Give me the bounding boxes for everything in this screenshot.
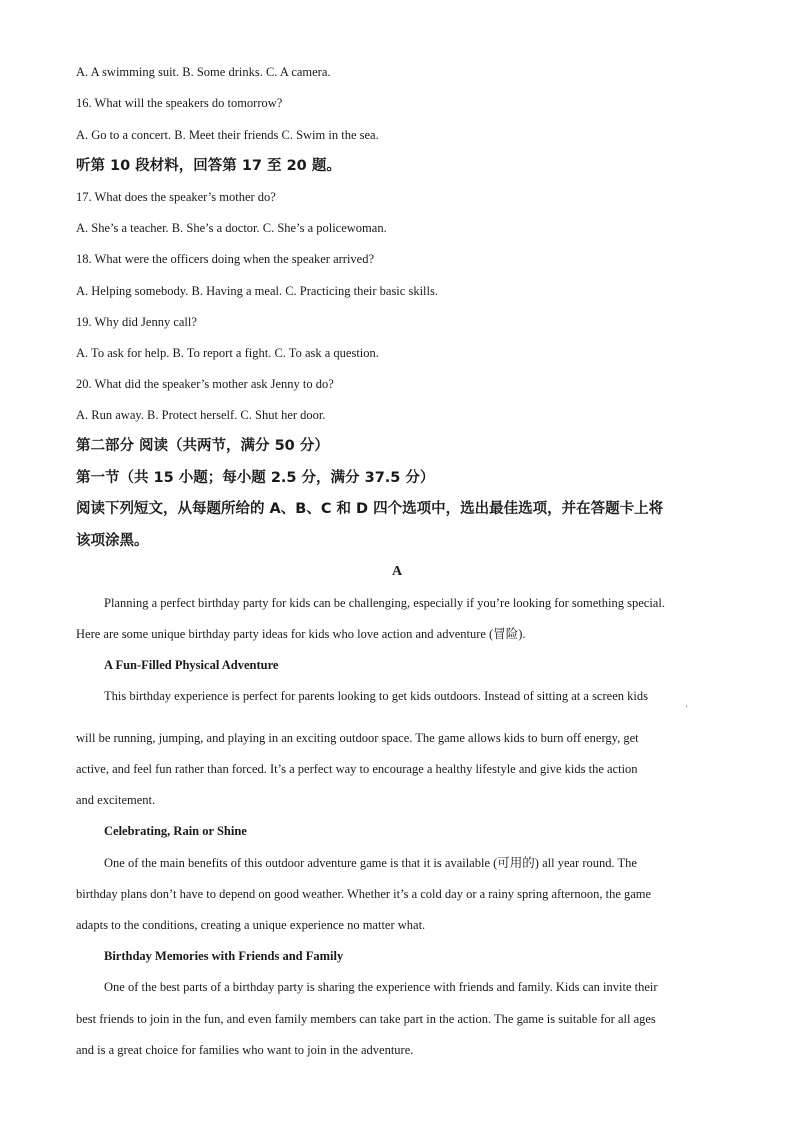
reading-instruction-line1: 阅读下列短文，从每题所给的 A、B、C 和 D 四个选项中，选出最佳选项，并在答题卡上将 — [76, 501, 664, 517]
p2-line-3: adapts to the conditions, creating a unique experience no matter what. — [76, 918, 426, 932]
p1-line-3: active, and feel fun rather than forced. It’s a perfect way to encourage a healthy lifestyle and give kids the action — [76, 762, 638, 776]
q20-options: A. Run away. B. Protect herself. C. Shut her door. — [76, 408, 326, 422]
q17-question: 17. What does the speaker’s mother do? — [76, 190, 276, 204]
stray-mark: ' — [686, 704, 688, 713]
p2-line-1: One of the main benefits of this outdoor adventure game is that it is available (可用的) all year round. The — [104, 856, 637, 870]
q18-options: A. Helping somebody. B. Having a meal. C. Practicing their basic skills. — [76, 284, 438, 298]
part2-title: 第二部分 阅读（共两节，满分 50 分） — [76, 438, 329, 454]
p2-line-2: birthday plans don’t have to depend on good weather. Whether it’s a cold day or a rainy spring afternoon, the game — [76, 887, 652, 901]
reading-instruction-line2: 该项涂黑。 — [76, 533, 149, 549]
q16-question: 16. What will the speakers do tomorrow? — [76, 96, 283, 110]
p3-line-3: and is a great choice for families who want to join in the adventure. — [76, 1043, 414, 1057]
q20-question: 20. What did the speaker’s mother ask Jenny to do? — [76, 377, 334, 391]
section1-title: 第一节（共 15 小题；每小题 2.5 分，满分 37.5 分） — [76, 470, 435, 486]
q19-question: 19. Why did Jenny call? — [76, 315, 197, 329]
heading-physical-adventure: A Fun-Filled Physical Adventure — [104, 658, 279, 672]
heading-rain-or-shine: Celebrating, Rain or Shine — [104, 824, 247, 838]
heading-birthday-memories: Birthday Memories with Friends and Family — [104, 949, 344, 963]
q19-options: A. To ask for help. B. To report a fight. C. To ask a question. — [76, 346, 379, 360]
p1-line-4: and excitement. — [76, 793, 156, 807]
p1-line-2: will be running, jumping, and playing in an exciting outdoor space. The game allows kids to burn off energy, get — [76, 731, 639, 745]
intro-line-1: Planning a perfect birthday party for kids can be challenging, especially if you’re looking for something special. — [104, 596, 665, 610]
p3-line-1: One of the best parts of a birthday party is sharing the experience with friends and family. Kids can invite their — [104, 980, 658, 994]
passage-label: A — [391, 564, 403, 579]
q18-question: 18. What were the officers doing when the speaker arrived? — [76, 252, 375, 266]
p1-line-1: This birthday experience is perfect for parents looking to get kids outdoors. Instead of sitting at a screen kids — [104, 689, 648, 703]
q16-options: A. Go to a concert. B. Meet their friends C. Swim in the sea. — [76, 128, 379, 142]
section10-instruction: 听第 10 段材料，回答第 17 至 20 题。 — [76, 158, 341, 174]
q15-options: A. A swimming suit. B. Some drinks. C. A camera. — [76, 65, 331, 79]
q17-options: A. She’s a teacher. B. She’s a doctor. C. She’s a policewoman. — [76, 221, 387, 235]
p3-line-2: best friends to join in the fun, and even family members can take part in the action. The game is suitable for all ages — [76, 1012, 656, 1026]
intro-line-2: Here are some unique birthday party ideas for kids who love action and adventure (冒险). — [76, 627, 526, 641]
